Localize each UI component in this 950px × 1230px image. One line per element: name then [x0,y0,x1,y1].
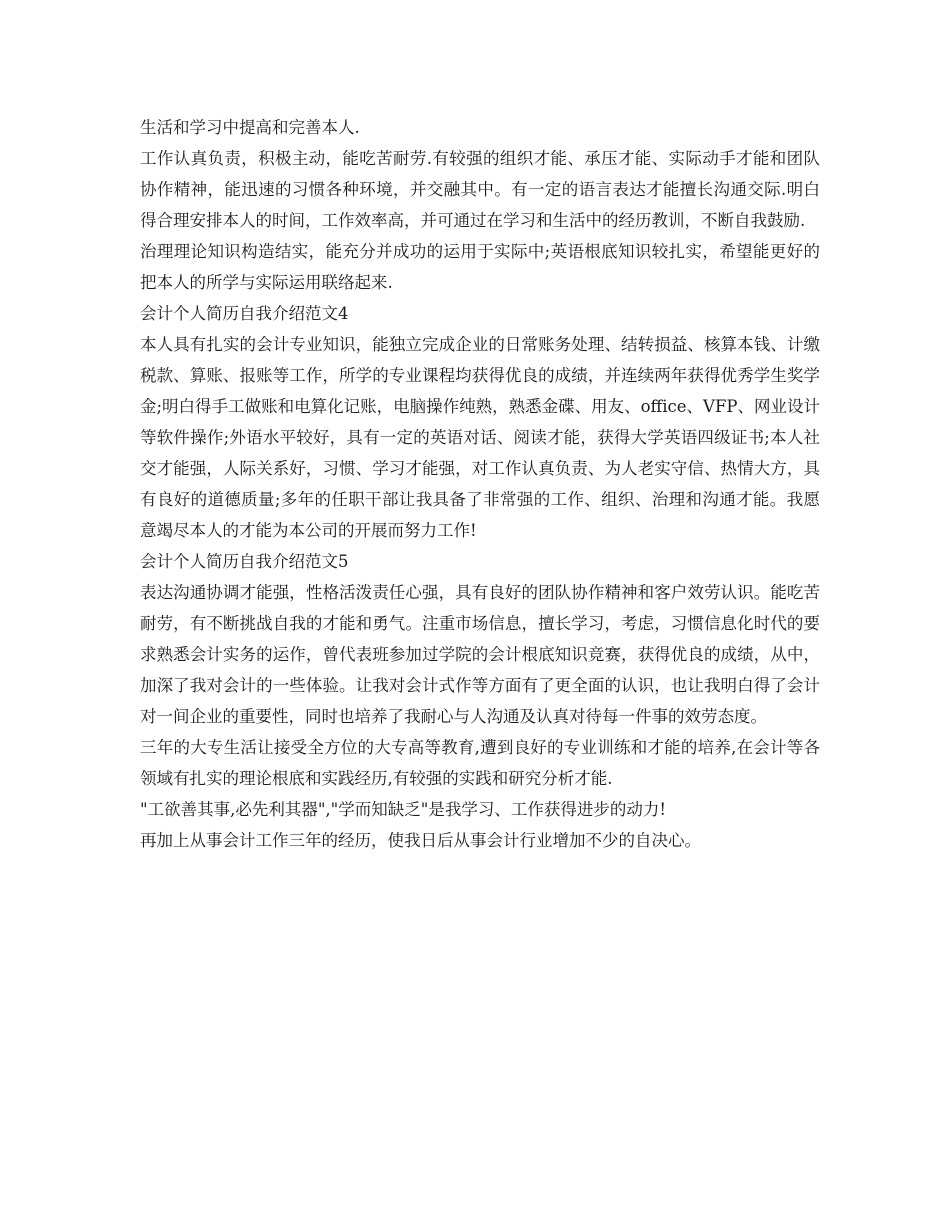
paragraph-intro-end: 生活和学习中提高和完善本人. [140,118,360,137]
paragraph-sample-4-body: 本人具有扎实的会计专业知识，能独立完成企业的日常账务处理、结转损益、核算本钱、计缴税款、算账、报账等工作，所学的专业课程均获得优良的成绩，并连续两年获得优秀学生奖学金;明白得手工做账和电算化记账，电脑操作纯熟，熟悉金碟、用友、office、VFP、网业设计等软件操作;外语水平较好，具有一定的英语对话、阅读才能，获得大学英语四级证书;本人社交才能强，人际关系好，习惯、学习才能强，对工作认真负责、为人老实守信、热情大方，具有良好的道德质量;多年的任职干部让我具备了非常强的工作、组织、治理和沟通才能。我愿意竭尽本人的才能为本公司的开展而努力工作! [140,335,820,540]
section-heading-sample-5: 会计个人简历自我介绍范文5 [140,552,349,571]
section-heading-sample-4: 会计个人简历自我介绍范文4 [140,304,349,323]
paragraph-theory-knowledge: 治理理论知识构造结实，能充分并成功的运用于实际中;英语根底知识较扎实，希望能更好的把本人的所学与实际运用联络起来. [140,242,820,292]
document-page [140,112,820,856]
paragraph-work-attitude: 工作认真负责，积极主动，能吃苦耐劳.有较强的组织才能、承压才能、实际动手才能和团队协作精神，能迅速的习惯各种环境，并交融其中。有一定的语言表达才能擅长沟通交际.明白得合理安排本人的时间，工作效率高，并可通过在学习和生活中的经历教训，不断自我鼓励. [140,149,820,230]
paragraph-experience: 再加上从事会计工作三年的经历，使我日后从事会计行业增加不少的自决心。 [140,831,701,850]
paragraph-sample-5-body: 表达沟通协调才能强，性格活泼责任心强，具有良好的团队协作精神和客户效劳认识。能吃苦耐劳，有不断挑战自我的才能和勇气。注重市场信息，擅长学习，考虑，习惯信息化时代的要求熟悉会计实务的运作，曾代表班参加过学院的会计根底知识竞赛，获得优良的成绩，从中，加深了我对会计的一些体验。让我对会计式作等方面有了更全面的认识，也让我明白得了会计对一间企业的重要性，同时也培养了我耐心与人沟通及认真对待每一件事的效劳态度。 [140,583,820,726]
paragraph-college-life: 三年的大专生活让接受全方位的大专高等教育,遭到良好的专业训练和才能的培养,在会计等各领域有扎实的理论根底和实践经历,有较强的实践和研究分析才能. [140,738,820,788]
paragraph-quote: "工欲善其事,必先利其器","学而知缺乏"是我学习、工作获得进步的动力! [140,800,666,819]
